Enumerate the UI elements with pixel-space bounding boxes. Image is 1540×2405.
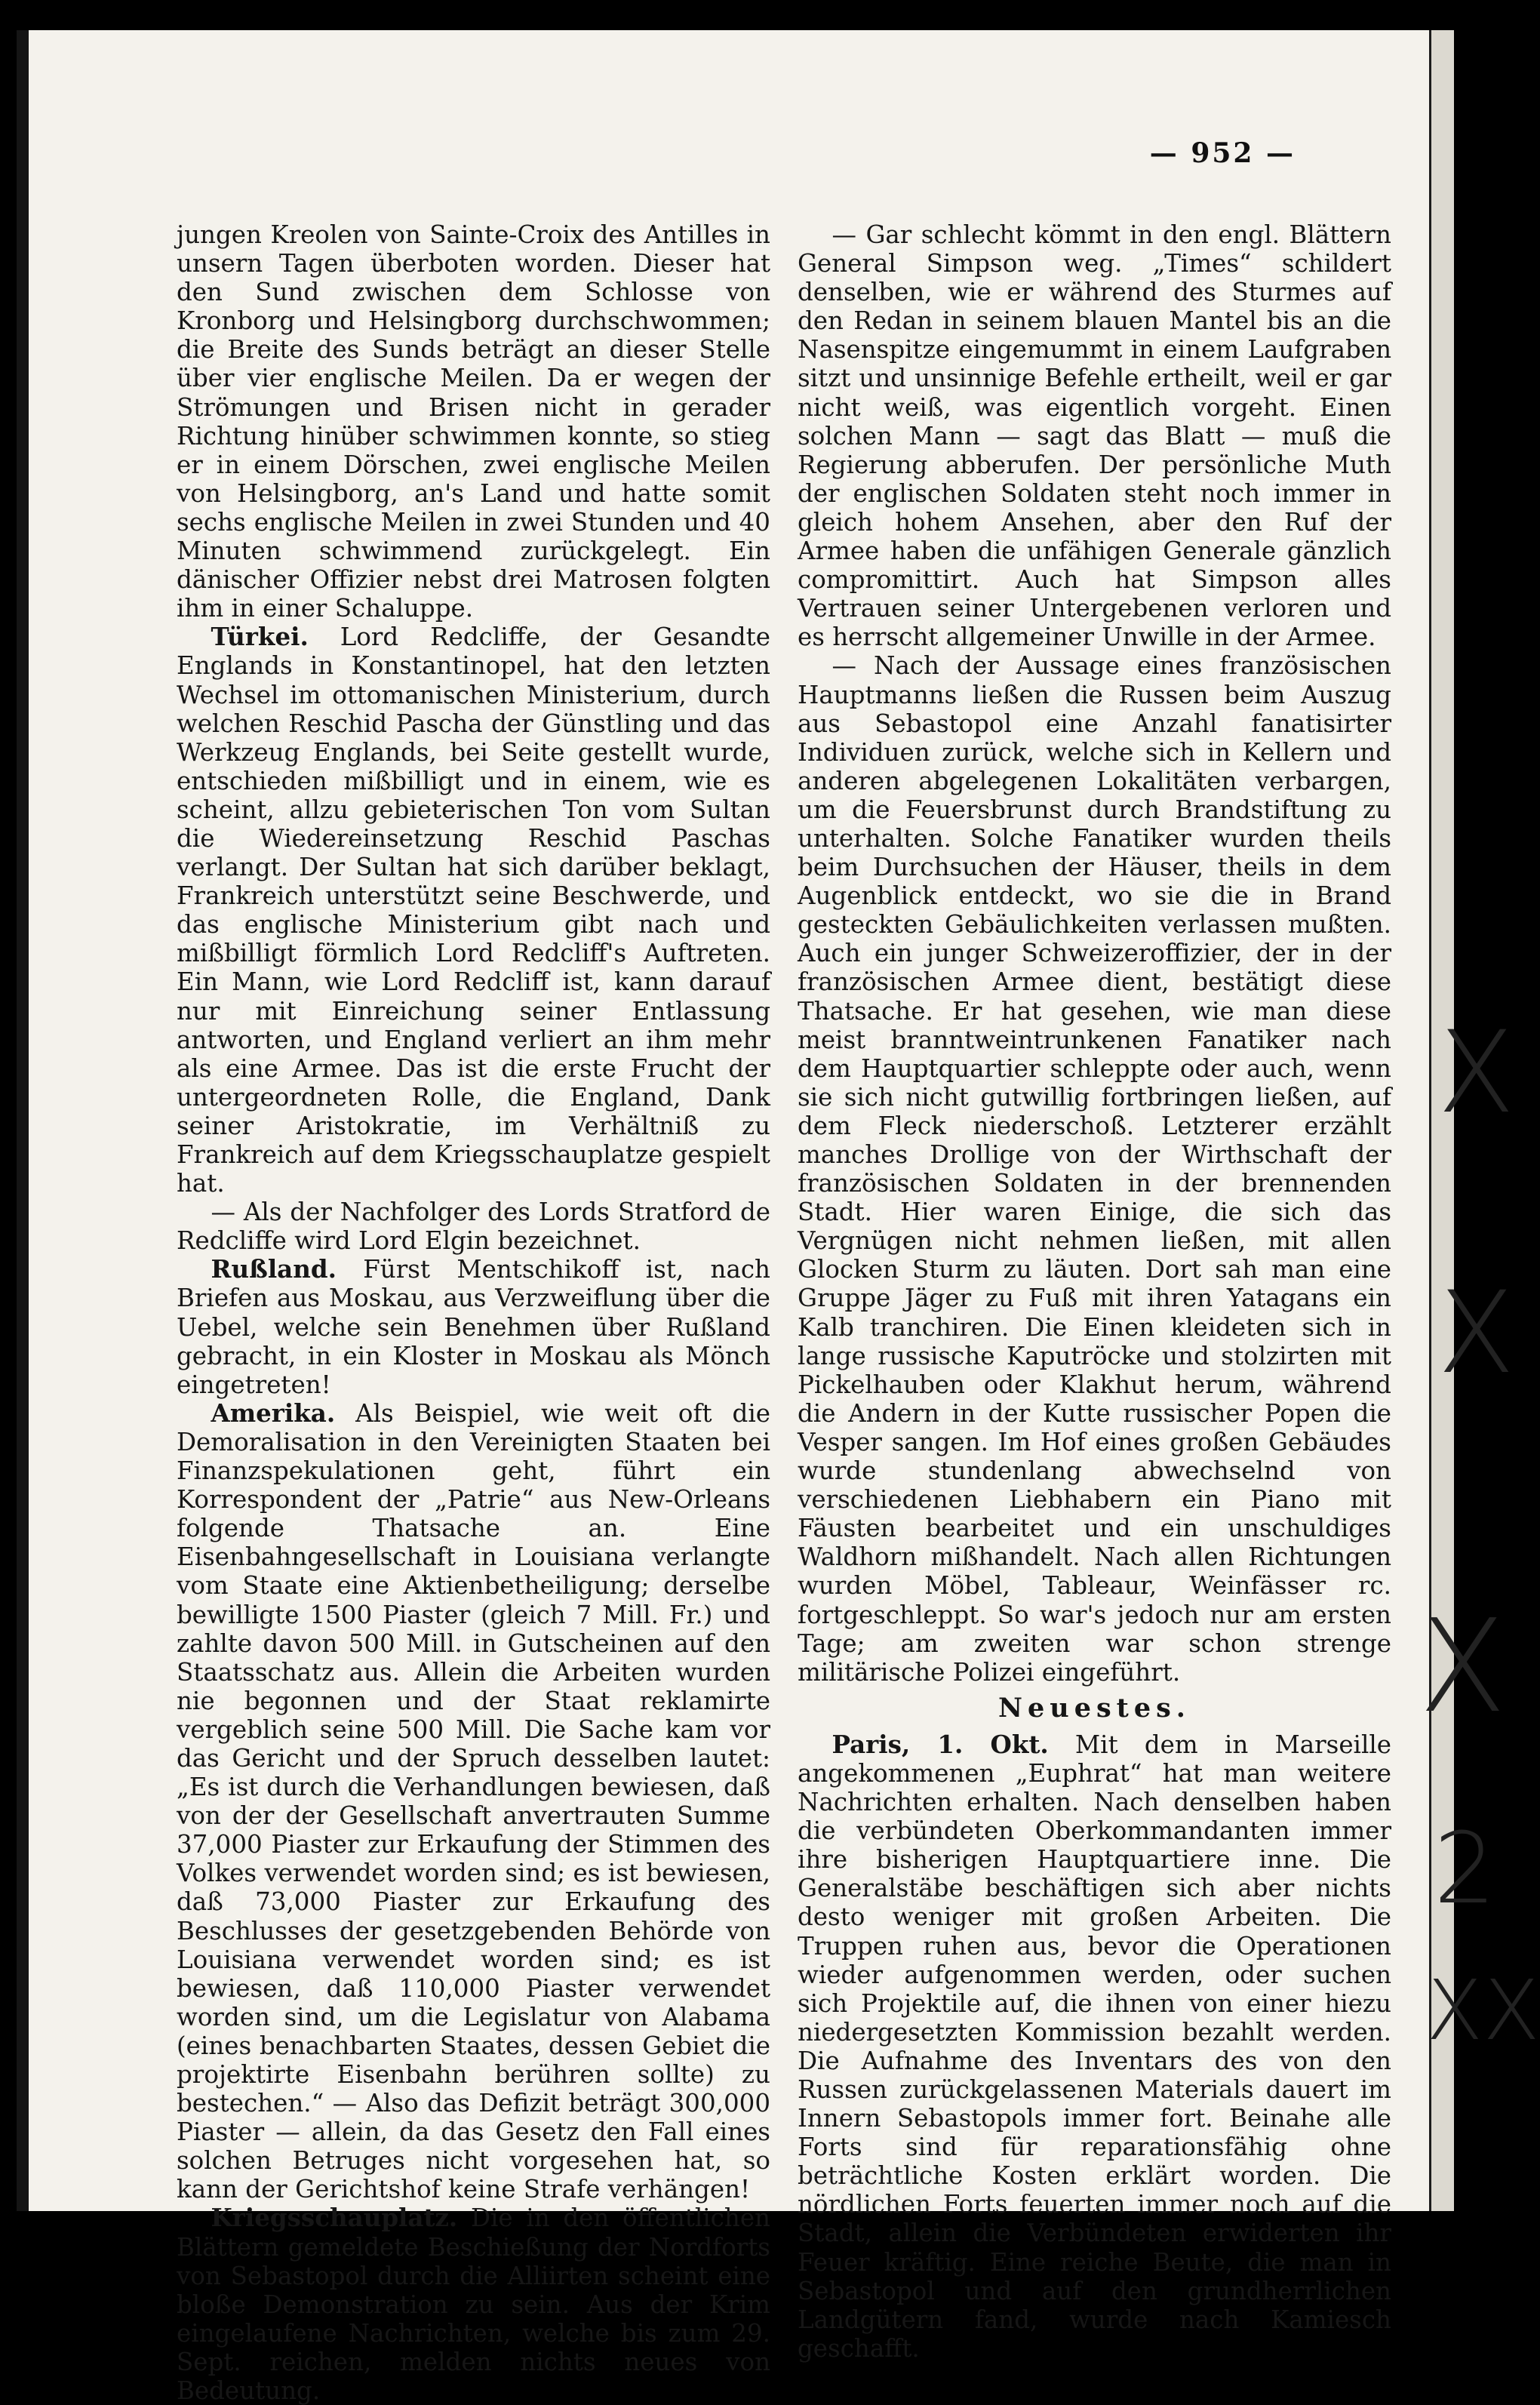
- turkei-text: Lord Redcliffe, der Gesandte Englands in Konstantinopel, hat den letzten Wechsel im ottomanischen Ministerium, durch welchen Reschid Pascha der Günstling und das Werkzeug Englands, bei Seite gestellt wurde, entschieden mißbilligt und in einem, wie es scheint, allzu gebieterischen Ton vom Sultan die Wiedereinsetzung Reschid Paschas verlangt. Der Sultan hat sich darüber beklagt, Frankreich unterstützt seine Beschwerde, und das englische Ministerium gibt nach und mißbilligt förmlich Lord Redcliff's Auftreten. Ein Mann, wie Lord Redcliff ist, kann darauf nur mit Einreichung seiner Entlassung antworten, und England verliert an ihm mehr als eine Armee. Das ist die erste Frucht der untergeordneten Rolle, die England, Dank seiner Aristokratie, im Verhältniß zu Frankreich auf dem Kriegsschauplatze gespielt hat.: [177, 623, 770, 1198]
- margin-mark: XX: [1426, 1962, 1540, 2059]
- kriegsschauplatz-heading: Kriegsschauplatz.: [211, 2203, 458, 2233]
- margin-mark: X: [1419, 1592, 1507, 1742]
- amerika-text: Als Beispiel, wie weit oft die Demoralisation in den Vereinigten Staaten bei Finanzspekulationen geht, führt ein Korrespondent der „Patrie“ aus New-Orleans folgende Thatsache an. Eine Eisenbahngesellschaft in Louisiana verlangte vom Staate eine Aktienbetheiligung; derselbe bewilligte 1500 Piaster (gleich 7 Mill. Fr.) und zahlte davon 500 Mill. in Gutscheinen auf den Staatsschatz aus. Allein die Arbeiten wurden nie begonnen und der Staat reklamirte vergeblich seine 500 Mill. Die Sache kam vor das Gericht und der Spruch desselben lautet: „Es ist durch die Verhandlungen bewiesen, daß von der der Gesellschaft anvertrauten Summe 37,000 Piaster zur Erkaufung der Stimmen des Volkes verwendet worden sind; es ist bewiesen, daß 73,000 Piaster zur Erkaufung des Beschlusses der gesetzgebenden Behörde von Louisiana verwendet worden sind; es ist bewiesen, daß 110,000 Piaster verwendet worden sind, um die Legislatur von Alabama (eines benachbarten Staates, dessen Gebiet die projektirte Eisenbahn berühren sollte) zu bestechen.“ — Also das Defizit beträgt 300,000 Piaster — allein, da das Gesetz den Fall eines solchen Betruges nicht vorgesehen hat, so kann der Gerichtshof keine Strafe verhängen!: [177, 1398, 770, 2204]
- elgin-paragraph: — Als der Nachfolger des Lords Stratford de Redcliffe wird Lord Elgin bezeichnet.: [177, 1198, 770, 1256]
- russland-paragraph: [177, 1255, 770, 1398]
- margin-mark: X: [1437, 1268, 1515, 1399]
- newspaper-page: [17, 30, 1454, 2405]
- turkei-heading: Türkei.: [211, 622, 309, 652]
- margin-mark: X: [1437, 1007, 1515, 1139]
- kreolen-paragraph: jungen Kreolen von Sainte-Croix des Antilles in unsern Tagen überboten worden. Dieser hat den Sund zwischen dem Schlosse von Kronborg und Helsingborg durchschwommen; die Breite des Sunds beträgt an dieser Stelle über vier englische Meilen. Da er wegen der Strömungen und Brisen nicht in gerader Richtung hinüber schwimmen konnte, so stieg er in einem Dörschen, zwei englische Meilen von Helsingborg, an's Land und hatte somit sechs englische Meilen in zwei Stunden und 40 Minuten schwimmend zurückgelegt. Ein dänischer Offizier nebst drei Matrosen folgten ihm in einer Schaluppe.: [177, 220, 770, 623]
- paris-paragraph: [798, 1730, 1391, 2363]
- paris-dateline: Paris, 1. Okt.: [831, 1729, 1049, 1759]
- right-column: [798, 220, 1391, 2363]
- kriegsschauplatz-paragraph: [177, 2204, 770, 2405]
- neuestes-heading: Neuestes.: [997, 1692, 1191, 1724]
- paris-text: Mit dem in Marseille angekommenen „Euphrat“ hat man weitere Nachrichten erhalten. Nach denselben haben die verbündeten Oberkommandanten immer ihre bisherigen Hauptquartiere inne. Die Generalstäbe beschäftigen sich aber nichts desto weniger mit großen Arbeiten. Die Truppen ruhen aus, bevor die Operationen wieder aufgenommen werden, oder suchen sich Projektile auf, die ihnen von einer hiezu niedergesetzten Kommission bezahlt werden. Die Aufnahme des Inventars des von den Russen zurückgelassenen Materials dauert im Innern Sebastopols immer fort. Beinahe alle Forts sind für reparationsfähig ohne beträchtliche Kosten erklärt worden. Die nördlichen Forts feuerten immer noch auf die Stadt, allein die Verbündeten erwiderten ihr Feuer kräftig. Eine reiche Beute, die man in Sebastopol und auf den grundherrlichen Landgütern fand, wurde nach Kamiesch geschafft.: [798, 1730, 1391, 2363]
- kriegsschauplatz-text: Die in den öffentlichen Blättern gemeldete Beschießung der Nordforts von Sebastopol durch die Alliirten scheint eine bloße Demonstration zu sein. Aus der Krim eingelaufene Nachrichten, welche bis zum 29. Sept. reichen, melden nichts neues von Bedeutung.: [177, 2204, 770, 2405]
- russland-heading: Rußland.: [211, 1254, 337, 1284]
- turkei-paragraph: [177, 623, 770, 1198]
- margin-mark: 2: [1434, 1811, 1496, 1926]
- fanatiker-paragraph: — Nach der Aussage eines französischen Hauptmanns ließen die Russen beim Auszug aus Sebastopol eine Anzahl fanatisirter Individuen zurück, welche sich in Kellern und anderen abgelegenen Lokalitäten verbargen, um die Feuersbrunst durch Brandstiftung zu unterhalten. Solche Fanatiker wurden theils beim Durchsuchen der Häuser, theils in dem Augenblick entdeckt, wo sie die in Brand gesteckten Gebäulichkeiten verlassen mußten. Auch ein junger Schweizeroffizier, der in der französischen Armee dient, bestätigt diese Thatsache. Er hat gesehen, wie man diese meist branntweintrunkenen Fanatiker nach dem Hauptquartier schleppte oder auch, wenn sie sich nicht gutwillig fortbringen ließen, auf dem Fleck niederschoß. Letzterer erzählt manches Drollige von der Wirthschaft der französischen Soldaten in der brennenden Stadt. Hier waren Einige, die sich das Vergnügen nicht nehmen ließen, mit allen Glocken Sturm zu läuten. Dort sah man eine Gruppe Jäger zu Fuß mit ihren Yatagans ein Kalb tranchiren. Die Einen kleideten sich in lange russische Kaputröcke und stolzirten mit Pickelhauben oder Klakhut herum, während die Andern in der Kutte russischer Popen die Vesper sangen. Im Hof eines großen Gebäudes wurde stundenlang abwechselnd von verschiedenen Liebhabern ein Piano mit Fäusten bearbeitet und ein unschuldiges Waldhorn mißhandelt. Nach allen Richtungen wurden Möbel, Tableaur, Weinfässer rc. fortgeschleppt. So war's jedoch nur am ersten Tage; am zweiten war schon strenge militärische Polizei eingeführt.: [798, 651, 1391, 1687]
- simpson-paragraph: — Gar schlecht kömmt in den engl. Blättern General Simpson weg. „Times“ schildert denselben, wie er während des Sturmes auf den Redan in seinem blauen Mantel bis an die Nasenspitze eingemummt in einem Laufgraben sitzt und unsinnige Befehle ertheilt, weil er gar nicht weiß, was eigentlich vorgeht. Einen solchen Mann — sagt das Blatt — muß die Regierung abberufen. Der persönliche Muth der englischen Soldaten steht noch immer in gleich hohem Ansehen, aber den Ruf der Armee haben die unfähigen Generale gänzlich compromittirt. Auch hat Simpson alles Vertrauen seiner Untergebenen verloren und es herrscht allgemeiner Unwille in der Armee.: [798, 220, 1391, 652]
- binding-shadow: [17, 30, 29, 2211]
- left-column: [177, 220, 770, 2405]
- amerika-heading: Amerika.: [211, 1398, 336, 1428]
- russland-text: Fürst Mentschikoff ist, nach Briefen aus Moskau, aus Verzweiflung über die Uebel, welche sein Benehmen über Rußland gebracht, in ein Kloster in Moskau als Mönch eingetreten!: [177, 1255, 770, 1399]
- amerika-paragraph: [177, 1399, 770, 2204]
- page-number: — 952 —: [1149, 137, 1296, 169]
